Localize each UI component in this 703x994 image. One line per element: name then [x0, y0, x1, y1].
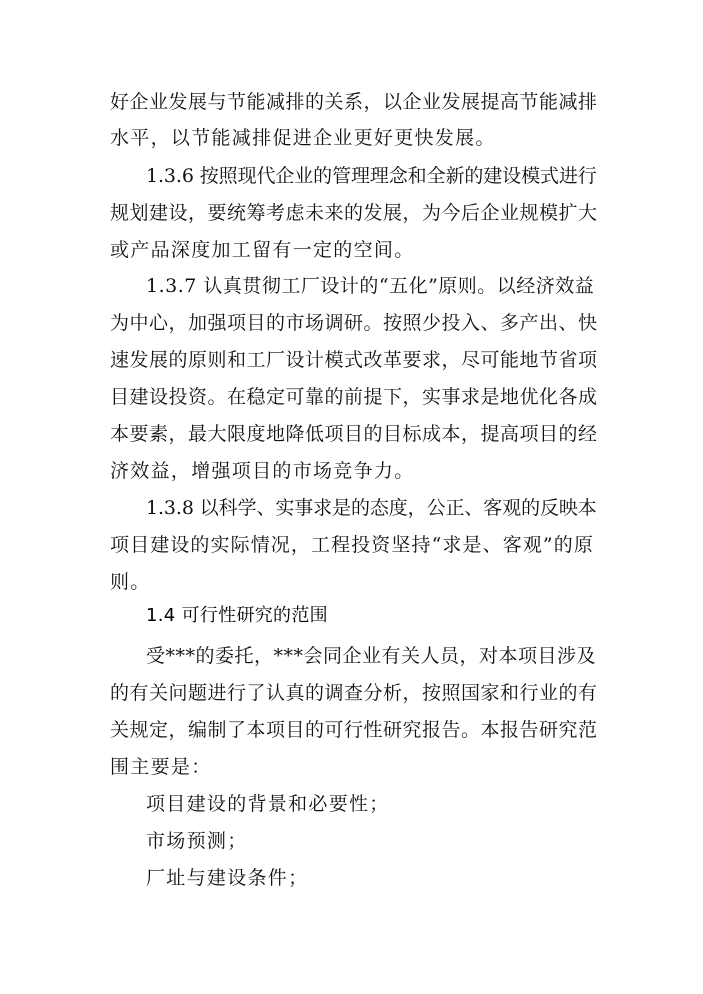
- paragraph-line: 济效益，增强项目的市场竞争力。: [110, 460, 415, 482]
- paragraph-line: 项目建设的实际情况，工程投资坚持“求是、客观”的原: [110, 534, 594, 556]
- paragraph-line: 好企业发展与节能减排的关系，以企业发展提高节能减排: [110, 91, 598, 113]
- paragraph-line: 1.3.8 以科学、实事求是的态度，公正、客观的反映本: [146, 497, 597, 519]
- paragraph-line: 的有关问题进行了认真的调查分析，按照国家和行业的有: [110, 682, 598, 704]
- paragraph-line: 1.3.7 认真贯彻工厂设计的“五化”原则。以经济效益: [146, 275, 595, 297]
- paragraph-line: 受***的委托，***会同企业有关人员，对本项目涉及: [146, 645, 597, 667]
- paragraph-line: 1.3.6 按照现代企业的管理理念和全新的建设模式进行: [146, 165, 597, 187]
- paragraph-line: 速发展的原则和工厂设计模式改革要求，尽可能地节省项: [110, 349, 598, 371]
- paragraph-line: 本要素，最大限度地降低项目的目标成本，提高项目的经: [110, 423, 598, 445]
- paragraph-line: 围主要是：: [110, 756, 212, 778]
- paragraph-line: 水平，以节能减排促进企业更好更快发展。: [110, 127, 496, 149]
- paragraph-line: 规划建设，要统筹考虑未来的发展，为今后企业规模扩大: [110, 202, 598, 224]
- paragraph-line: 或产品深度加工留有一定的空间。: [110, 239, 415, 261]
- scope-list-item: 项目建设的背景和必要性；: [146, 793, 390, 815]
- scope-list-item: 市场预测；: [146, 830, 248, 852]
- paragraph-line: 关规定，编制了本项目的可行性研究报告。本报告研究范: [110, 719, 598, 741]
- scope-list-item: 厂址与建设条件；: [146, 867, 309, 889]
- section-heading: 1.4 可行性研究的范围: [146, 605, 328, 626]
- paragraph-line: 则。: [110, 571, 151, 593]
- paragraph-line: 目建设投资。在稳定可靠的前提下，实事求是地优化各成: [110, 386, 598, 408]
- paragraph-line: 为中心，加强项目的市场调研。按照少投入、多产出、快: [110, 312, 598, 334]
